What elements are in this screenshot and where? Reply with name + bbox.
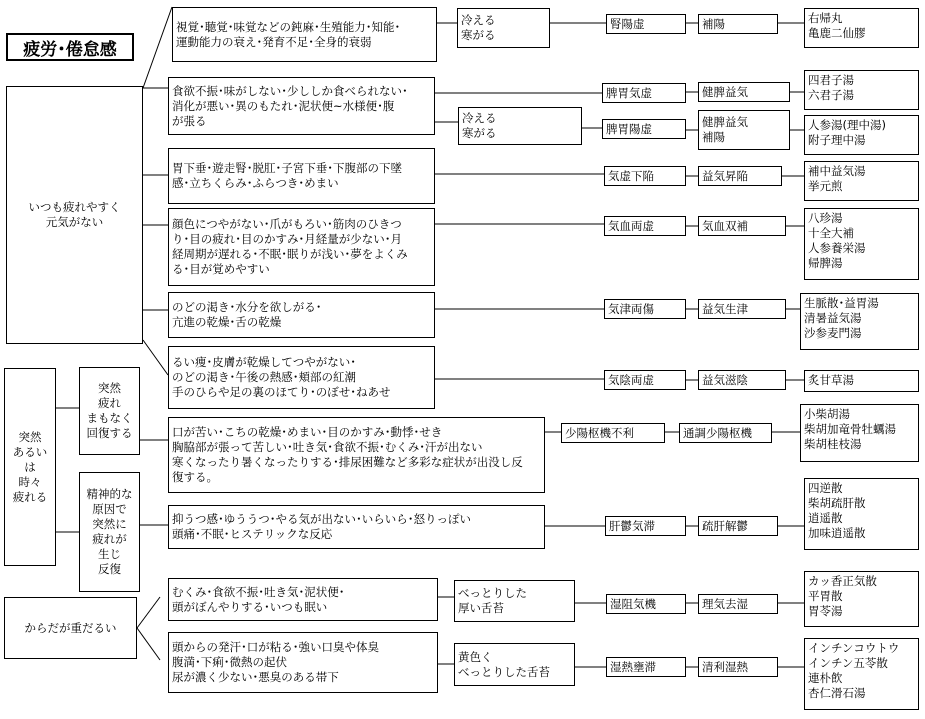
symptom-box-4: 顔色につやがない･爪がもろい･筋肉のひきつ り･目の疲れ･目のかすみ･月経量が少ない･月 経周期が遅れる･不眠･眠りが浅い･夢をよくみ る･目が覚めやすい: [168, 208, 435, 286]
treatment-box-8: 疏肝解鬱: [698, 516, 778, 536]
pattern-box-6: 気陰両虚: [604, 370, 686, 390]
category-sudden: 突然 あるいは 時々 疲れる: [4, 368, 56, 566]
category-heavy: からだが重だるい: [4, 597, 137, 659]
formula-box-3: 補中益気湯 挙元煎: [804, 161, 919, 201]
formula-box-8: 四逆散 柴胡疏肝散 逍遥散 加味逍遥散: [804, 478, 919, 550]
symptom-box-2: 食欲不振･味がしない･少ししか食べられない･ 消化が悪い･異のもたれ･泥状便~水様便･腹 が張る: [168, 77, 435, 135]
modifier-cold-2: 冷える 寒がる: [458, 107, 582, 145]
category-sudden-mental: 精神的な 原因で 突然に 疲れが 生じ 反復: [79, 472, 140, 592]
formula-box-10: インチンコウトウ インチン五苓散 連朴飲 杏仁滑石湯: [804, 638, 919, 710]
category-tired: いつも疲れやすく 元気がない: [6, 86, 143, 344]
formula-box-4: 八珍湯 十全大補 人参養栄湯 帰脾湯: [804, 208, 919, 280]
symptom-box-10: 頭からの発汗･口が粘る･強い口臭や体臭 腹満･下痢･微熱の起伏 尿が濃く少ない･悪臭のある帯下: [168, 632, 438, 693]
treatment-box-2b: 健脾益気 補陽: [698, 110, 790, 150]
pattern-box-8: 肝鬱気滞: [605, 516, 686, 536]
pattern-box-2b: 脾胃陽虚: [602, 119, 686, 139]
formula-box-5: 生脈散･益胃湯 清暑益気湯 沙参麦門湯: [800, 293, 919, 350]
page-title: 疲労･倦怠感: [6, 33, 134, 61]
formula-box-2b: 人参湯(理中湯) 附子理中湯: [804, 115, 919, 155]
category-sudden-recovery: 突然 疲れ まもなく 回復する: [79, 367, 140, 455]
pattern-box-3: 気虚下陥: [604, 166, 686, 186]
treatment-box-4: 気血双補: [698, 216, 786, 236]
formula-box-1: 右帰丸 亀鹿二仙膠: [804, 8, 919, 48]
formula-box-7: 小柴胡湯 柴胡加竜骨牡蠣湯 柴胡桂枝湯: [800, 404, 919, 462]
treatment-box-3: 益気昇陥: [698, 166, 782, 186]
formula-box-2a: 四君子湯 六君子湯: [804, 70, 919, 110]
formula-box-6: 炙甘草湯: [804, 370, 919, 392]
pattern-box-2a: 脾胃気虚: [602, 83, 686, 103]
pattern-box-7: 少陽枢機不利: [561, 423, 665, 443]
pattern-box-1: 腎陽虚: [606, 14, 686, 34]
treatment-box-5: 益気生津: [698, 299, 786, 319]
symptom-box-6: るい痩･皮膚が乾燥してつやがない･ のどの渇き･午後の熱感･頬部の紅潮 手のひらや足の裏のほてり･のぼせ･ねあせ: [168, 346, 435, 409]
symptom-box-3: 胃下垂･遊走腎･脱肛･子宮下垂･下腹部の下墜 感･立ちくらみ･ふらつき･めまい: [168, 148, 435, 204]
modifier-yellow-tongue-coating: 黄色く べっとりした舌苔: [454, 643, 575, 686]
symptom-box-8: 抑うつ感･ゆううつ･やる気が出ない･いらいら･怒りっぽい 頭痛･不眠･ヒステリックな反応: [168, 505, 545, 549]
modifier-thick-tongue-coating: べっとりした 厚い舌苔: [454, 580, 575, 622]
treatment-box-1: 補陽: [698, 14, 778, 34]
modifier-cold-1: 冷える 寒がる: [457, 8, 550, 48]
symptom-box-7: 口が苦い･こちの乾燥･めまい･目のかすみ･動悸･せき 胸脇部が張って苦しい･吐き気･食欲不振･むくみ･汗が出ない 寒くなったり暑くなったりする･排尿困難など多彩な症状が出没し反 復する。: [168, 417, 545, 493]
symptom-box-5: のどの渇き･水分を欲しがる･ 亢進の乾燥･舌の乾燥: [168, 292, 435, 338]
treatment-box-6: 益気滋陰: [698, 370, 786, 390]
formula-box-9: カッ香正気散 平胃散 胃苓湯: [804, 571, 919, 627]
symptom-box-9: むくみ･食欲不振･吐き気･泥状便･ 頭がぼんやりする･いつも眠い: [168, 578, 438, 621]
symptom-box-1: 視覚･聴覚･味覚などの鈍麻･生殖能力･知能･ 運動能力の衰え･発育不足･全身的衰弱: [172, 7, 437, 62]
treatment-box-2a: 健脾益気: [698, 82, 790, 102]
pattern-box-5: 気津両傷: [604, 299, 686, 319]
pattern-box-10: 湿熱壅滞: [606, 657, 686, 677]
treatment-box-7: 通調少陽枢機: [679, 423, 772, 443]
treatment-box-10: 清利湿熱: [698, 657, 778, 677]
pattern-box-9: 湿阻気機: [606, 594, 686, 614]
pattern-box-4: 気血両虚: [604, 216, 686, 236]
treatment-box-9: 理気去湿: [698, 594, 778, 614]
